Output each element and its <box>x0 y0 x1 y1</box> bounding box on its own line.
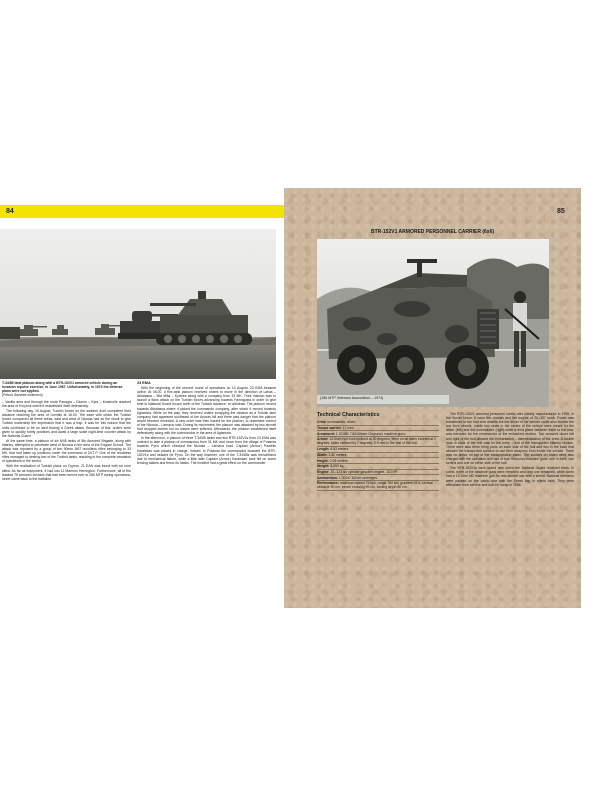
left-col2-paragraph: With the beginning of the second round of operations on 14 August, 23 EMA became active. At 06.00, a five-tank platoon received orders to move in the direction of Latsia – Athalassa – Mia Milia – Kythrea along with a company from 33 MK. Their mission was to launch a flank attack on the Turkish forces advancing towards Famagusta in order to give time to National Guard troops north of the Turkish advance, to withdraw. The platoon moved towards Athalassa where it picked the commando company, after which it moved towards Aglantzia. While on the way, they received orders scrapping the mission as a Turkish tank company had appeared southeast of the Aronas hill and there was danger that the platoon would become encircled. A new order was then issued for the platoon, to undertake control of the Nicosia – Larnaca road. During its movement, the platoon was attacked by two aircraft that dropped bombs but no losses were suffered. Afterwards, the platoon established itself defensively along with the commandos in the area of Aglantzia. <box>137 386 276 436</box>
spec-label: Width: <box>317 452 328 457</box>
spec-label: Height: <box>317 458 329 463</box>
vehicle-title: BTR-152V1 ARMORED PERSONNEL CARRIER (6x6) <box>370 229 495 235</box>
left-page-header-bar <box>0 205 284 218</box>
spec-value: 1,000x7.62mm cartridges. <box>337 475 379 480</box>
spec-label: Engine: <box>317 469 330 474</box>
technical-characteristics <box>317 412 439 602</box>
left-col1-paragraph: – Vavilla area and through the route Panagra – Diorios – Kyra – Kotsinotis reached the area of Evryhos where it established itself defensively. <box>2 400 131 409</box>
spec-value: 6.83 meters. <box>329 447 350 452</box>
left-page-number: 84 <box>6 208 14 215</box>
spec-row <box>317 481 439 491</box>
left-photo-credit: (Petros Savvidis collection) <box>2 393 43 398</box>
spec-value: 17 men. <box>341 425 355 430</box>
spec-label: Armament: <box>317 431 335 436</box>
spec-value: 1 SGMB 7.62x54mm Goryunov machine guns. <box>334 431 406 436</box>
tank-platoon-photo <box>0 229 276 379</box>
spec-value: maximum speed 75 kph, range 780 km, gradient 55%, vertical obstacle 60 cm, trench crossing 69 cm, fording depth 80 cm. <box>317 481 433 490</box>
left-col1-paragraph: At the same time, a platoon of six M48 tanks of 5th Armored Brigade, along with infantry, attempted to penetrate west of Nicosia in the area of the Engomi School. The attack was repulsed by a group of two 90mm M67 recoilless rifles belonging to 33 MK, that had taken up positions under the command of 2/LT P. One of the recoilless rifles managed to destroy two of the Turkish tanks, resulting in the complete cessation of operations in the sector. <box>2 438 131 464</box>
right-photo-caption: (286 MTP Veterans Association – 1974) <box>320 396 384 400</box>
spec-label: Troops carried: <box>317 425 342 430</box>
right-col-paragraph: The BTR-152V1 armored personnel carrier was initially manufactured in 1955, in the Soviet Union. It used the chassis and the engine of ZiL-157 truck. Power was transferred to the four rear wheels but the driver of the vehicle could also involve the two front wheels. Inside two seats in the centre of the vehicle were meant for the driver (left) and the commander (right) while a third place between them to the rear, was intended for the commander of the embarked section. Two armored doors left and right of the hull allowed the embarkation – disembarkation of the crew. A double door in back of the hull was for the entry – exit of the transported infantry section. There were also three firing ports on each side of the hull and two in the back that allowed the transported soldiers to use their weapons from inside the vehicle. There was no armor on top of the transportation cabin. The soldiers on board were also charged with the operation and use of four Goryunov machine guns, one in front, one behind and one on either side of the hull. <box>446 412 574 466</box>
left-column-1 <box>2 400 131 605</box>
spec-row <box>317 437 439 447</box>
spec-value: ZiL-123 six cylinder gasoline engine, 110 HP. <box>329 469 398 474</box>
btr-152v1-photo <box>317 239 549 407</box>
spec-label: Weight: <box>317 464 330 469</box>
spec-value: commander, driver. <box>326 420 357 425</box>
spec-label: Armor: <box>317 437 329 442</box>
left-col1-paragraph: The following day, 16 August, Turkish forces on the western front completed their advance reaching the area of Limnitis at 16.00. The ease with which the Turkish forces conquered all these areas, east and west of Nicosia had as the result to give Turkish leadership the impression that it was a trap. It was for this reason that the units continued to be on alert fearing a Greek attack. Because of this, orders were given to quickly fortify positions and await a large scale night-time counter attack by the National Guard. <box>2 409 131 438</box>
spec-value: 8,950 kg. <box>329 464 345 469</box>
left-column-2 <box>137 381 276 605</box>
right-col-paragraph: The BTR-152V1s were brand new when the National Guard received them. In some, three of the machine guns were removed and only one remained, while some had a 12.7mm M2 machine gun for anti-aircraft use with a shield. National emblems were painted on the cabin door with the Greek flag in shield form. They were withdrawn from service and sold for scrap in 1986. <box>446 466 574 487</box>
spec-label: Ammunition: <box>317 475 338 480</box>
spec-value: 13.5mm hull front inclined at 30 degrees, 9mm on all sides inclined at 0 degrees, sides inclined by 7 degrees, 6-9 mm in the rest of the hull. <box>317 437 436 446</box>
left-col2-paragraph: In the afternoon, a platoon of three T-34/85 tanks and two BTR-152V1s from 23 EMA was ordered to take a platoon of commandos from 31 MK and move from the village of Potamia towards Pyroi which checked the Nicosia – Larnaca road. Captain (Armor) Pantelis Karaiskas was placed in charge. Indeed, in Potamia the commandos boarded the BTR-152V1s and headed for Pyroi. On the way however, one of the T-34/85s was immobilized due to mechanical failure, while a little later Captain (Armor) Karaiskas' tank fell on some fencing stakes and threw its tracks. The incident had a great effect on the commander <box>137 436 276 465</box>
spec-value: 2.32 meters. <box>327 452 348 457</box>
spec-label: Performance: <box>317 481 339 486</box>
right-column-description <box>446 412 574 602</box>
spec-value: 2.05 meters. <box>328 458 349 463</box>
spec-label: Crew: <box>317 420 327 425</box>
left-photo-caption-text: T-34/85 tank platoon along with a BTR-152V1 armored vehicle during an invasion repulse exercise, in June 1967. Unfortunately, in 1974 the defense plans were not applied. <box>2 381 123 394</box>
left-col1-paragraph: With the realization of Turkish plans on Cyprus, 21 EAN was found with six men killed. As far as equipment, it had lost 11 Marmon Herrington. Furthermore, all of the tracked T5 armored vehicles that had been turned over to 286 MTP during operations, never came back to the battalion. <box>2 464 131 481</box>
spec-label: Length: <box>317 447 330 452</box>
right-page-number: 85 <box>557 208 565 215</box>
left-photo-caption <box>2 381 130 397</box>
specs-heading: Technical Characteristics <box>317 412 380 418</box>
section-heading-23-ema: 23 EMA <box>137 381 151 385</box>
